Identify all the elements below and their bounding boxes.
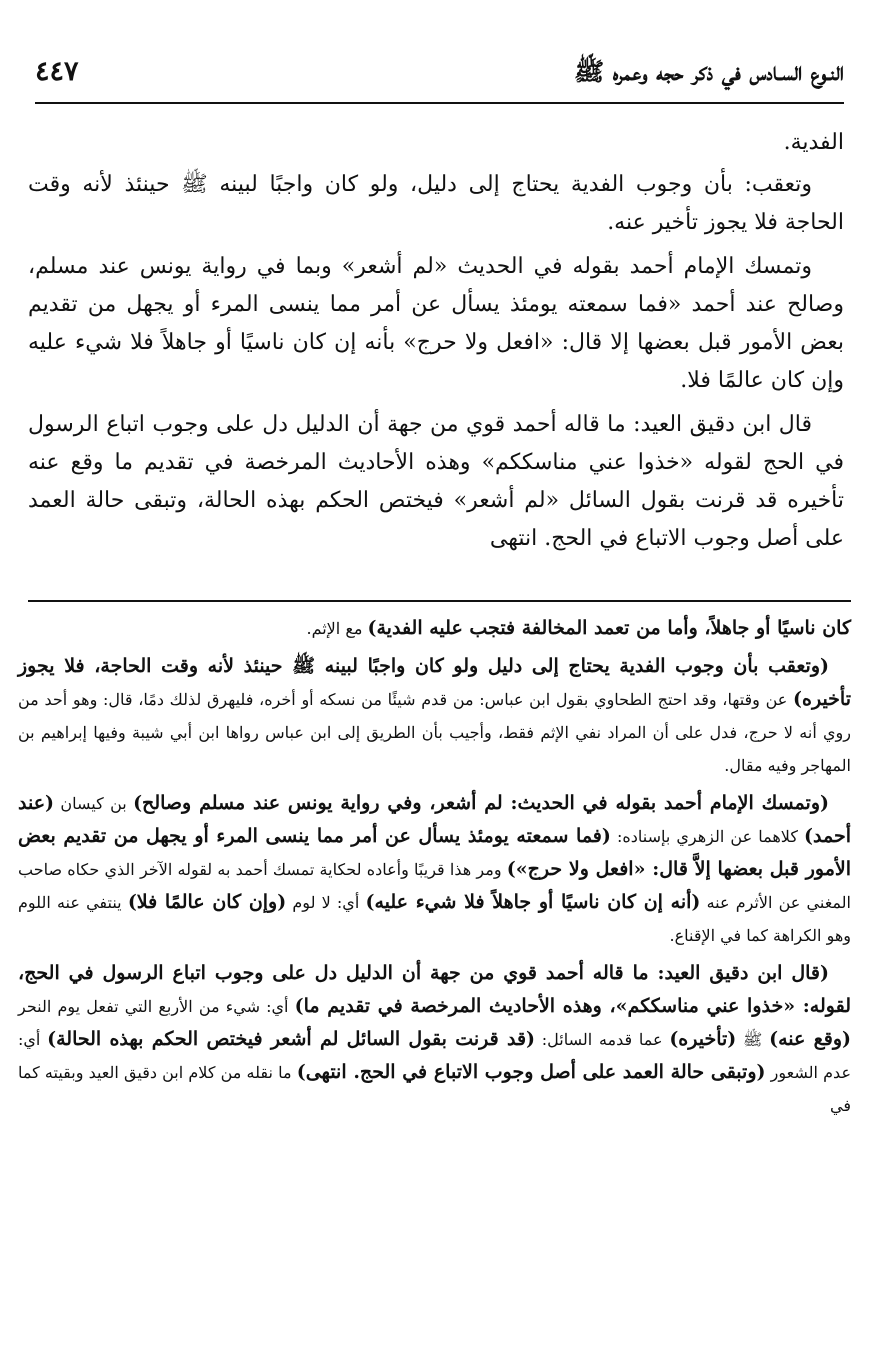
quoted-text: (عند أحمد) <box>18 792 852 847</box>
commentary-text: أي: عدم الشعور <box>18 1030 851 1082</box>
commentary-text: ينتفي عنه اللوم وهو الكراهة كما في الإقناع. <box>18 893 851 945</box>
commentary-divider <box>28 600 851 602</box>
quoted-text: (فما سمعته يومئذ يسأل عن أمر مما ينسى المرء أو يجهل من تقديم بعض الأمور قبل بعضها إلاَّ قال: «افعل ولا حرج») <box>18 825 851 880</box>
quoted-text: (وتبقى حالة العمد على أصل وجوب الاتباع في الحج. انتهى) <box>296 1061 766 1083</box>
quoted-text: كان ناسيًا أو جاهلاً، وأما من تعمد المخالفة فتجب عليه الفدية) <box>367 617 851 639</box>
commentary-text: عما قدمه السائل: <box>535 1030 670 1049</box>
main-paragraph: وتمسك الإمام أحمد بقوله في الحديث «لم أشعر» وبما في رواية يونس عند مسلم، وصالح عند أحمد «فما سمعته يومئذ يسأل عن أمر مما ينسى المرء أو يجهل من تقديم بعض الأمور قبل بعضها إلا قال: «افعل ولا حرج» بأنه إن كان ناسيًا أو جاهلاً فلا شيء عليه وإن كان عالمًا فلا. <box>28 254 844 393</box>
main-text <box>28 124 844 564</box>
commentary-text: كلاهما عن الزهري بإسناده: <box>610 827 805 846</box>
running-title: النـوع السـادس في ذكر حجه وعمره ﷺ <box>573 57 844 86</box>
page-header <box>35 48 844 96</box>
commentary-text: ما نقله من كلام ابن دقيق العيد وبقيته كما في <box>18 1063 851 1115</box>
commentary-text: ﷺ <box>736 1030 770 1049</box>
main-paragraph: قال ابن دقيق العيد: ما قاله أحمد قوي من جهة أن الدليل دل على وجوب اتباع الرسول في الحج لقوله «خذوا عني مناسككم» وهذه الأحاديث المرخصة في تقديم ما وقع عنه تأخيره قد قرنت بقول السائل «لم أشعر» فيختص الحكم بهذه الحالة، وتبقى حالة العمد على أصل وجوب الاتباع في الحج. انتهى <box>28 412 844 551</box>
main-paragraph: الفدية. <box>783 130 844 155</box>
commentary-text: ومر هذا قريبًا وأعاده لحكاية تمسك أحمد به لقوله الآخر الذي حكاه صاحب المغني عن الأثرم عنه <box>18 860 851 912</box>
quoted-text: (وقع عنه) <box>769 1028 852 1050</box>
main-paragraph: وتعقب: بأن وجوب الفدية يحتاج إلى دليل، ولو كان واجبًا لبينه ﷺ حينئذ لأنه وقت الحاجة فلا يجوز تأخير عنه. <box>28 172 844 235</box>
commentary-paragraph <box>18 612 851 645</box>
commentary-text <box>18 612 851 1127</box>
quoted-text: (وتمسك الإمام أحمد بقوله في الحديث: لم أشعر، وفي رواية يونس عند مسلم وصالح) <box>133 792 829 814</box>
commentary-text: أي: شيء من الأربع التي تفعل يوم النحر <box>18 997 295 1016</box>
header-rule <box>35 102 844 104</box>
page-number: ٤٤٧ <box>35 56 79 87</box>
quoted-text: (وإن كان عالمًا فلا) <box>127 891 287 913</box>
quoted-text: (قد قرنت بقول السائل لم أشعر فيختص الحكم بهذه الحالة) <box>47 1028 536 1050</box>
commentary-paragraph <box>18 650 851 782</box>
quoted-text: (تأخيره) <box>669 1028 737 1050</box>
commentary-paragraph <box>18 957 851 1122</box>
quoted-text: (أنه إن كان ناسيًا أو جاهلاً فلا شيء عليه) <box>365 891 701 913</box>
quoted-text: (وتعقب بأن وجوب الفدية يحتاج إلى دليل ولو كان واجبًا لبينه ﷺ حينئذ لأنه وقت الحاجة، فلا يجوز تأخيره) <box>18 655 851 710</box>
commentary-text: بن كيسان <box>54 794 134 813</box>
commentary-text: أي: لا لوم <box>286 893 366 912</box>
quoted-text: (قال ابن دقيق العيد: ما قاله أحمد قوي من جهة أن الدليل دل على وجوب اتباع الرسول في الحج، لقوله: «خذوا عني مناسككم»، وهذه الأحاديث المرخصة في تقديم ما) <box>18 962 851 1017</box>
commentary-text: عن وقتها، وقد احتج الطحاوي بقول ابن عباس: من قدم شيئًا من نسكه أو أخره، فليهرق لذلك دمًا، قال: وهو أحد من روي أنه لا حرج، فدل على أن المراد نفي الإثم فقط، وأجيب بأن الطريق إلى ابن عباس رواها ابن أبي شيبة وفيها إبراهيم بن المهاجر وفيه مقال. <box>18 690 851 775</box>
commentary-paragraph <box>18 787 851 952</box>
commentary-text: مع الإثم. <box>306 619 368 638</box>
